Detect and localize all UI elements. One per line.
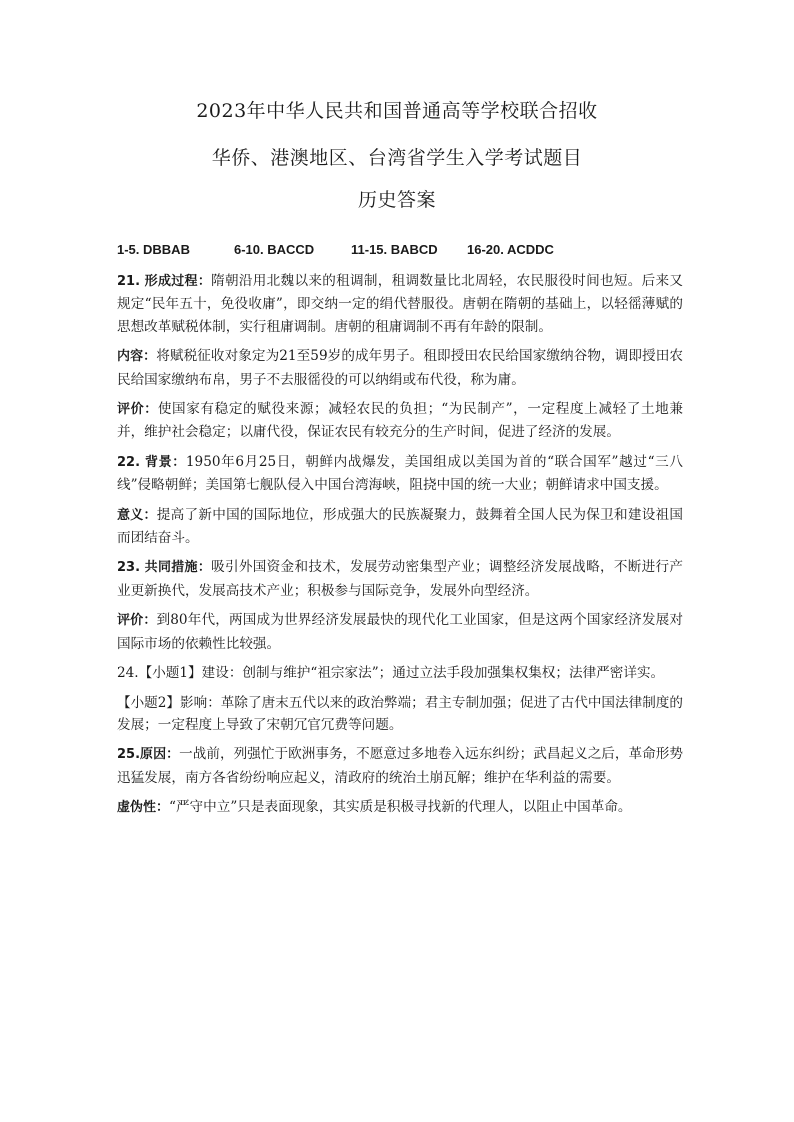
q25-reason-text: 一战前，列强忙于欧洲事务，不愿意过多地卷入远东纠纷；武昌起义之后，革命形势迅猛发展，南方各省纷纷响应起义，清政府的统治土崩瓦解；维护在华利益的需要。 (117, 746, 683, 786)
q22-significance-paragraph (117, 504, 683, 550)
choice-answer-1-5: 1-5. DBBAB (117, 242, 190, 257)
q22-significance-label: 意义： (117, 507, 157, 523)
q21-evaluation-text: 使国家有稳定的赋役来源；减轻农民的负担；“为民制产”，一定程度上减轻了土地兼并，维护社会稳定；以庸代役，保证农民有较充分的生产时间，促进了经济的发展。 (117, 401, 683, 441)
q21-content-text: 将赋税征收对象定为21至59岁的成年男子。租即授田农民给国家缴纳谷物，调即授田农民给国家缴纳布帛，男子不去服徭役的可以纳绢或布代役，称为庸。 (117, 348, 683, 388)
q21-formation-label: 形成过程： (144, 274, 212, 289)
choice-answers-row (117, 242, 697, 262)
q22-number: 22. (117, 454, 141, 470)
page-title-line3: 历史答案 (357, 189, 436, 211)
q21-formation-paragraph (117, 270, 683, 338)
choice-answer-16-20: 16-20. ACDDC (467, 242, 554, 257)
q21-formation-text: 隋朝沿用北魏以来的租调制，租调数量比北周轻，农民服役时间也短。后来又规定“民年五十，免役收庸”，即交纳一定的绢代替服役。唐朝在隋朝的基础上，以轻徭薄赋的思想改革赋税体制，实行租庸调制。唐朝的租庸调制不再有年龄的限制。 (117, 273, 683, 335)
choice-answer-6-10: 6-10. BACCD (234, 242, 315, 257)
q23-evaluation-text: 到80年代，两国成为世界经济发展最快的现代化工业国家，但是这两个国家经济发展对国际市场的依赖性比较强。 (117, 612, 683, 652)
q21-number: 21. (117, 274, 141, 289)
q21-evaluation-label: 评价： (117, 402, 158, 418)
q21-content-label: 内容： (117, 349, 157, 365)
q25-number: 25. (117, 747, 141, 763)
q22-background-label: 背景： (144, 454, 186, 470)
choice-answer-11-15: 11-15. BABCD (351, 242, 438, 257)
q25-reason-paragraph (117, 743, 683, 789)
q23-number: 23. (117, 560, 141, 576)
q23-evaluation-paragraph (117, 609, 683, 655)
answer-content (117, 270, 683, 827)
q23-measures-paragraph (117, 556, 683, 602)
page-title-line2: 华侨、港澳地区、台湾省学生入学考试题目 (211, 147, 583, 169)
page-title-line1: 2023年中华人民共和国普通高等学校联合招收 (196, 100, 598, 122)
q25-hypocrisy-label: 虚伪性： (117, 800, 170, 816)
q22-significance-text: 提高了新中国的国际地位，形成强大的民族凝聚力，鼓舞着全国人民为保卫和建设祖国而团结奋斗。 (117, 506, 683, 547)
q25-reason-label: 原因： (140, 747, 180, 763)
q21-evaluation-paragraph (117, 398, 683, 444)
q24-part2-paragraph: 【小题2】影响：革除了唐末五代以来的政治弊端；君主专制加强；促进了古代中国法律制度的发展；一定程度上导致了宋朝冗官冗费等问题。 (117, 694, 683, 733)
q25-hypocrisy-paragraph (117, 796, 683, 819)
q23-evaluation-label: 评价： (117, 613, 157, 629)
q23-measures-text: 吸引外国资金和技术，发展劳动密集型产业；调整经济发展战略，不断进行产业更新换代，发展高技术产业；积极参与国际竞争，发展外向型经济。 (117, 559, 683, 599)
q22-background-paragraph (117, 451, 683, 497)
q21-content-paragraph (117, 345, 683, 391)
q23-measures-label: 共同措施： (144, 560, 212, 576)
q24-part1-paragraph: 24.【小题1】建设：创制与维护“祖宗家法”；通过立法手段加强集权集权；法律严密详实。 (117, 665, 665, 682)
q25-hypocrisy-text: “严守中立”只是表面现象，其实质是积极寻找新的代理人，以阻止中国革命。 (169, 799, 632, 816)
q22-background-text: 1950年6月25日，朝鲜内战爆发，美国组成以美国为首的“联合国军”越过“三八线”侵略朝鲜；美国第七舰队侵入中国台湾海峡，阻挠中国的统一大业；朝鲜请求中国支援。 (117, 453, 683, 494)
